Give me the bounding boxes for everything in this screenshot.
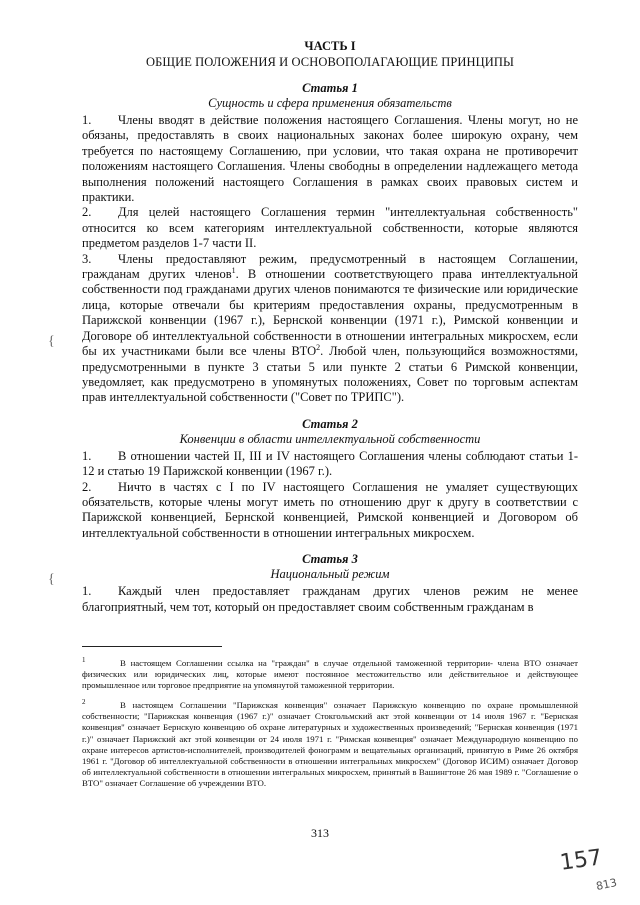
article-3-para-1: 1. Каждый член предоставляет гражданам других членов режим не менее благоприятный, чем тот, который он предоставляет своим собственным гражданам в [82,584,578,614]
footnote-ref-2: 2 [316,342,321,352]
footnote-1-number: 1 [82,656,86,664]
margin-bracket-mark: { [48,572,55,587]
handwritten-folio: 157 [558,845,604,876]
footnote-ref-1: 1 [231,265,236,275]
article-3-title: Статья 3 [302,552,358,567]
footnote-rule [82,646,222,647]
footnote-1-text: В настоящем Соглашении ссылка на "граждан" в случае отдельной таможенной территории- члена ВТО означает физических или юридических лиц, которые имеют постоянное местожительство или действительное и действующее промышленное или торговое предприятие на упомянутой таможенной территории. [82,658,578,691]
article-2-title: Статья 2 [302,416,358,431]
handwritten-note: 813 [594,875,619,894]
article-1-para-2: 2. Для целей настоящего Соглашения термин "интеллектуальная собственность" относится ко всем категориям интеллектуальной собственности, которые являются предметом разделов 1-7 части II. [82,205,578,251]
article-2-subtitle: Конвенции в области интеллектуальной собственности [179,431,481,446]
footnote-2-text: В настоящем Соглашении "Парижская конвенция" означает Парижскую конвенцию по охране промышленной собственности; "Парижская конвенция (1967 г.)" означает Стокгольмский акт этой конвенции от 14 июля 1967 г. "Бернская конвенция" означает Бернскую конвенцию об охране литературных и художественных произведений; "Бернская конвенция (1971 г.)" означает Парижский акт этой конвенции от 24 июля 1971 г. "Римская конвенция" означает Международную конвенцию по охране интересов артистов-исполнителей, производителей фонограмм и вещательных организаций, принятую в Риме 26 октября 1961 г. "Договор об интеллектуальной собственности в отношении интегральных микросхем" (Договор ИСИМ) означает Договор об интеллектуальной собственности в отношении интегральных микросхем, принятый в Вашингтоне 26 мая 1989 г. "Соглашение о ВТО" означает Соглашение об учреждении ВТО. [82,700,578,789]
part-title: ЧАСТЬ I [304,39,356,53]
article-1-para-3: 3. Члены предоставляют режим, предусмотренный в настоящем Соглашении, гражданам других членов$^1$. В отношении соответствующего права интеллектуальной собственности под гражданами других членов понимаются те физические или юридические лица, которые отвечали бы критериям предоставления охраны, предусмотренным в Парижской конвенции (1967 г.), Бернской конвенции (1971 г.), Римской конвенции и Договоре об интеллектуальной собственности в отношении интегральных микросхем, если бы их участниками были все члены ВТО$^2$. Любой член, пользующийся возможностями, предусмотренными в пункте 3 статьи 5 или пункте 2 статьи 6 Римской конвенции, уведомляет, как предусмотрено в упомянутых положениях, Совет по торговым аспектам прав интеллектуальной собственности ("Совет по ТРИПС"). [82,251,578,405]
document-body [82,38,578,615]
footnote-1 [82,658,578,692]
article-1-title: Статья 1 [302,81,358,95]
page-number: 313 [311,826,329,840]
part-subtitle: ОБЩИЕ ПОЛОЖЕНИЯ И ОСНОВОПОЛАГАЮЩИЕ ПРИНЦИПЫ [145,55,515,69]
article-2-para-1: 1. В отношении частей II, III и IV настоящего Соглашения члены соблюдают статьи 1- 12 и статью 19 Парижской конвенции (1967 г.). [82,448,578,479]
article-2-para-2: 2. Ничто в частях с I по IV настоящего Соглашения не умаляет существующих обязательств, которые члены могут иметь по отношению друг к другу в соответствии с Парижской конвенцией, Бернской конвенцией, Римской конвенцией и Договором об интеллектуальной собственности в отношении интегральных микросхем. [82,479,578,540]
article-3-subtitle: Национальный режим [270,567,390,582]
footnote-2 [82,700,578,790]
article-1-para-1: 1. Члены вводят в действие положения настоящего Соглашения. Члены могут, но не обязаны, предоставлять в своих национальных законах более широкую охрану, чем требуется по настоящему Соглашению, при условии, что такая охрана не противоречит положениям настоящего Соглашения. Члены свободны в определении надлежащего метода выполнения положений настоящего Соглашения в рамках своих правовых систем и практики. [82,113,578,205]
footnote-2-number: 2 [82,698,86,706]
margin-bracket-mark: { [48,334,55,349]
article-1-subtitle: Сущность и сфера применения обязательств [208,96,452,110]
